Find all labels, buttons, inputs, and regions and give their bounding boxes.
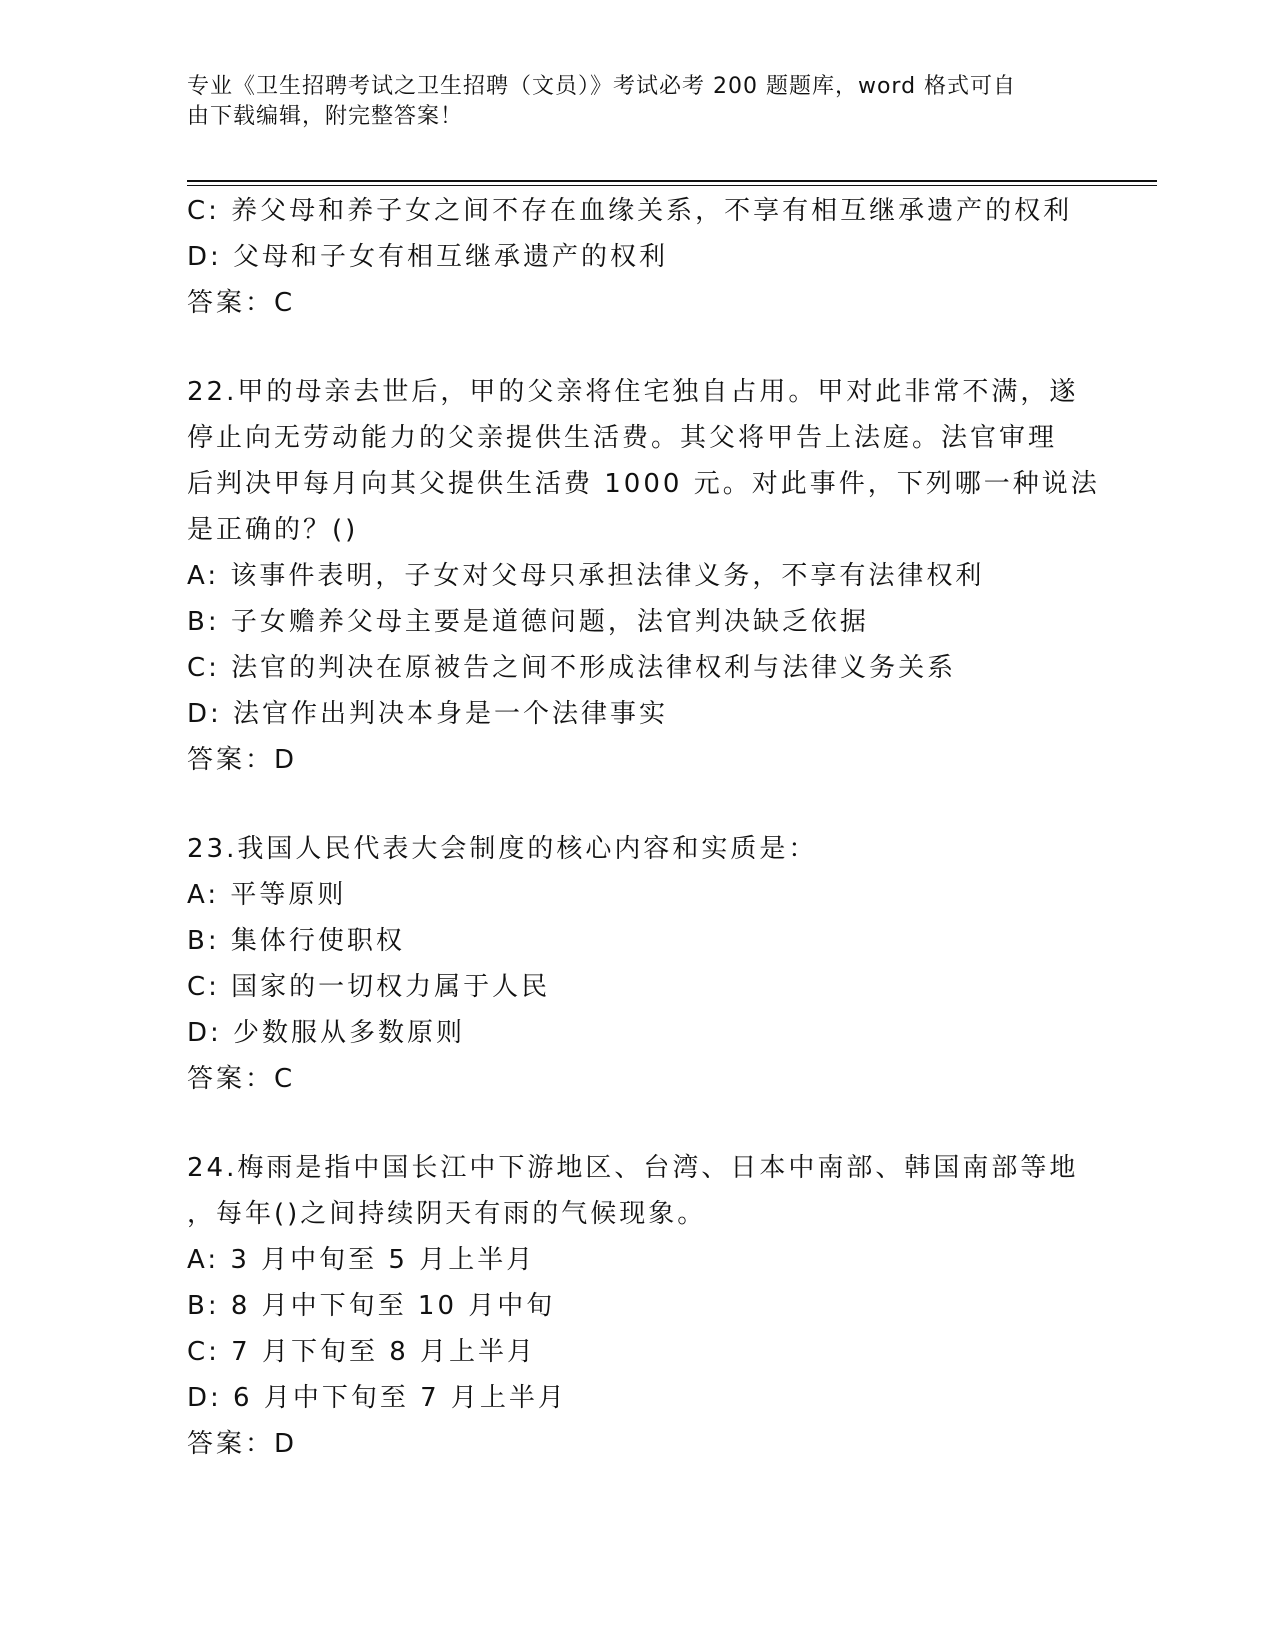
option-b: B: 集体行使职权 [187,926,405,956]
option-a: A: 该事件表明，子女对父母只承担法律义务，不享有法律权利 [187,561,985,591]
option-d: D: 父母和子女有相互继承遗产的权利 [187,242,669,272]
header-line-1: 专业《卫生招聘考试之卫生招聘（文员）》考试必考 200 题题库，word 格式可自 [187,74,1017,99]
question-22 [187,369,1100,783]
option-b: B: 子女赡养父母主要是道德问题，法官判决缺乏依据 [187,607,869,637]
question-24 [187,1145,1087,1467]
option-a: A: 平等原则 [187,880,347,910]
question-stem-line: 23.我国人民代表大会制度的核心内容和实质是： [187,834,818,864]
option-a: A: 3 月中旬至 5 月上半月 [187,1245,536,1275]
option-d: D: 法官作出判决本身是一个法律事实 [187,699,669,729]
option-d: D: 6 月中下旬至 7 月上半月 [187,1383,567,1413]
spacer [187,1102,1087,1145]
header-rule-thick [187,180,1157,182]
question-stem-line: 停止向无劳动能力的父亲提供生活费。其父将甲告上法庭。法官审理 [187,423,1058,453]
question-23 [187,826,1087,1102]
question-stem-line: 后判决甲每月向其父提供生活费 1000 元。对此事件，下列哪一种说法 [187,469,1100,499]
answer: 答案：D [187,1429,298,1459]
answer: 答案：C [187,1064,296,1094]
spacer [187,326,1087,369]
question-stem-line: 24.梅雨是指中国长江中下游地区、台湾、日本中南部、韩国南部等地 [187,1153,1079,1183]
option-b: B: 8 月中下旬至 10 月中旬 [187,1291,556,1321]
question-stem-line: ，每年()之间持续阴天有雨的气候现象。 [187,1199,707,1229]
option-c: C: 法官的判决在原被告之间不形成法律权利与法律义务关系 [187,653,957,683]
spacer [187,783,1087,826]
option-d: D: 少数服从多数原则 [187,1018,466,1048]
answer: 答案：D [187,745,298,775]
document-header [187,72,1067,132]
answer: 答案：C [187,288,296,318]
document-body [187,188,1100,1467]
continued-question [187,188,1087,326]
option-c: C: 国家的一切权力属于人民 [187,972,551,1002]
question-stem-line: 是正确的？() [187,515,359,545]
header-line-2: 由下载编辑，附完整答案！ [187,104,464,129]
header-rule-thin [187,185,1157,186]
question-stem-line: 22.甲的母亲去世后，甲的父亲将住宅独自占用。甲对此非常不满，遂 [187,377,1079,407]
option-c: C: 7 月下旬至 8 月上半月 [187,1337,537,1367]
option-c: C: 养父母和养子女之间不存在血缘关系，不享有相互继承遗产的权利 [187,196,1073,226]
